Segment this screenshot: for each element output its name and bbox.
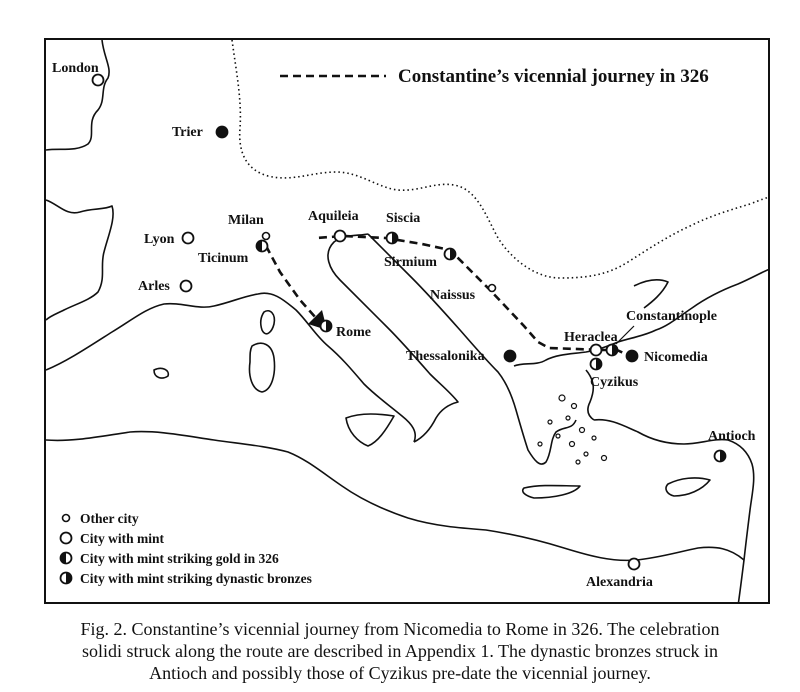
route-milan-to-rome — [266, 246, 316, 318]
city-label-rome: Rome — [336, 325, 371, 340]
sardinia — [250, 343, 275, 392]
legend-gold-marker — [61, 553, 72, 564]
legend-item-gold — [61, 551, 280, 566]
gold-mint-marker — [505, 351, 516, 362]
city-label-aquileia: Aquileia — [308, 209, 359, 224]
city-nicomedia[interactable] — [627, 350, 708, 365]
legend-item-other-city — [63, 511, 139, 526]
mint-marker — [335, 231, 346, 242]
city-lyon[interactable] — [144, 232, 194, 247]
figure-caption — [30, 618, 770, 684]
map-frame — [44, 38, 770, 604]
cyprus — [666, 478, 710, 496]
caption-line: solidi struck along the route are described in Appendix 1. The dynastic bronzes struck in — [81, 641, 718, 661]
city-alexandria[interactable] — [586, 559, 653, 591]
mint-marker — [181, 281, 192, 292]
city-markers — [52, 61, 756, 590]
city-milan[interactable] — [228, 213, 270, 240]
caption-line: Fig. 2. Constantine’s vicennial journey from Nicomedia to Rome in 326. The celebration — [80, 619, 720, 639]
crete — [523, 486, 580, 499]
map-canvas — [46, 40, 770, 604]
city-label-heraclea: Heraclea — [564, 330, 618, 345]
dynastic-mint-marker — [607, 345, 618, 356]
balearic-islands — [154, 368, 168, 378]
black-sea-coast — [634, 280, 668, 308]
city-rome[interactable] — [321, 321, 372, 341]
city-label-sirmium: Sirmium — [384, 255, 437, 270]
caption-line: Antioch and possibly those of Cyzikus pre-date the vicennial journey. — [149, 663, 651, 683]
mint-marker — [629, 559, 640, 570]
mint-marker — [183, 233, 194, 244]
city-label-alexandria: Alexandria — [586, 575, 653, 590]
britain-coast — [46, 40, 109, 150]
other-city-marker — [263, 233, 270, 240]
legend-label-gold: City with mint striking gold in 326 — [80, 551, 279, 566]
journey-legend-title: Constantine’s vicennial journey in 326 — [398, 66, 709, 87]
mint-marker — [591, 345, 602, 356]
city-trier[interactable] — [172, 125, 228, 140]
mint-marker — [93, 75, 104, 86]
city-cyzikus[interactable] — [590, 359, 639, 391]
legend-mint-marker — [61, 533, 72, 544]
legend-item-dynastic — [61, 571, 312, 586]
legend-label-other-city: Other city — [80, 511, 139, 526]
legend-dynastic-marker — [61, 573, 72, 584]
city-label-ticinum: Ticinum — [198, 251, 249, 266]
aegean-islands — [538, 395, 607, 464]
legend-label-dynastic: City with mint striking dynastic bronzes — [80, 571, 312, 586]
city-label-cyzikus: Cyzikus — [590, 375, 639, 390]
gold-mint-marker — [217, 127, 228, 138]
gaul-mediterranean-coast — [46, 293, 415, 442]
legend-item-mint — [61, 531, 165, 546]
corsica — [261, 311, 275, 334]
dynastic-mint-marker — [715, 451, 726, 462]
city-constantinople[interactable] — [607, 309, 718, 356]
city-ticinum[interactable] — [198, 241, 268, 267]
city-label-arles: Arles — [138, 279, 170, 294]
city-label-nicomedia: Nicomedia — [644, 350, 708, 365]
city-label-lyon: Lyon — [144, 232, 175, 247]
france-atlantic-coast — [46, 200, 113, 320]
dynastic-mint-marker — [591, 359, 602, 370]
sicily — [346, 414, 394, 446]
dynastic-mint-marker — [445, 249, 456, 260]
city-label-london: London — [52, 61, 99, 76]
city-label-constantinople: Constantinople — [626, 309, 718, 324]
city-label-siscia: Siscia — [386, 211, 421, 226]
constantinople-leader-line — [616, 326, 634, 344]
dynastic-mint-marker — [387, 233, 398, 244]
dynastic-mint-marker — [321, 321, 332, 332]
city-label-antioch: Antioch — [708, 429, 756, 444]
legend-other-city-marker — [63, 515, 70, 522]
city-london[interactable] — [52, 61, 104, 86]
city-arles[interactable] — [138, 279, 192, 294]
gold-mint-marker — [257, 241, 268, 252]
city-label-thessalonika: Thessalonika — [406, 349, 485, 364]
legend-label-mint: City with mint — [80, 531, 164, 546]
city-label-milan: Milan — [228, 213, 264, 228]
city-sirmium[interactable] — [384, 249, 456, 271]
city-siscia[interactable] — [386, 211, 420, 244]
city-thessalonika[interactable] — [406, 349, 516, 364]
map-legend — [61, 511, 312, 586]
city-label-naissus: Naissus — [430, 288, 476, 303]
gold-mint-marker — [627, 351, 638, 362]
city-label-trier: Trier — [172, 125, 203, 140]
other-city-marker — [489, 285, 496, 292]
